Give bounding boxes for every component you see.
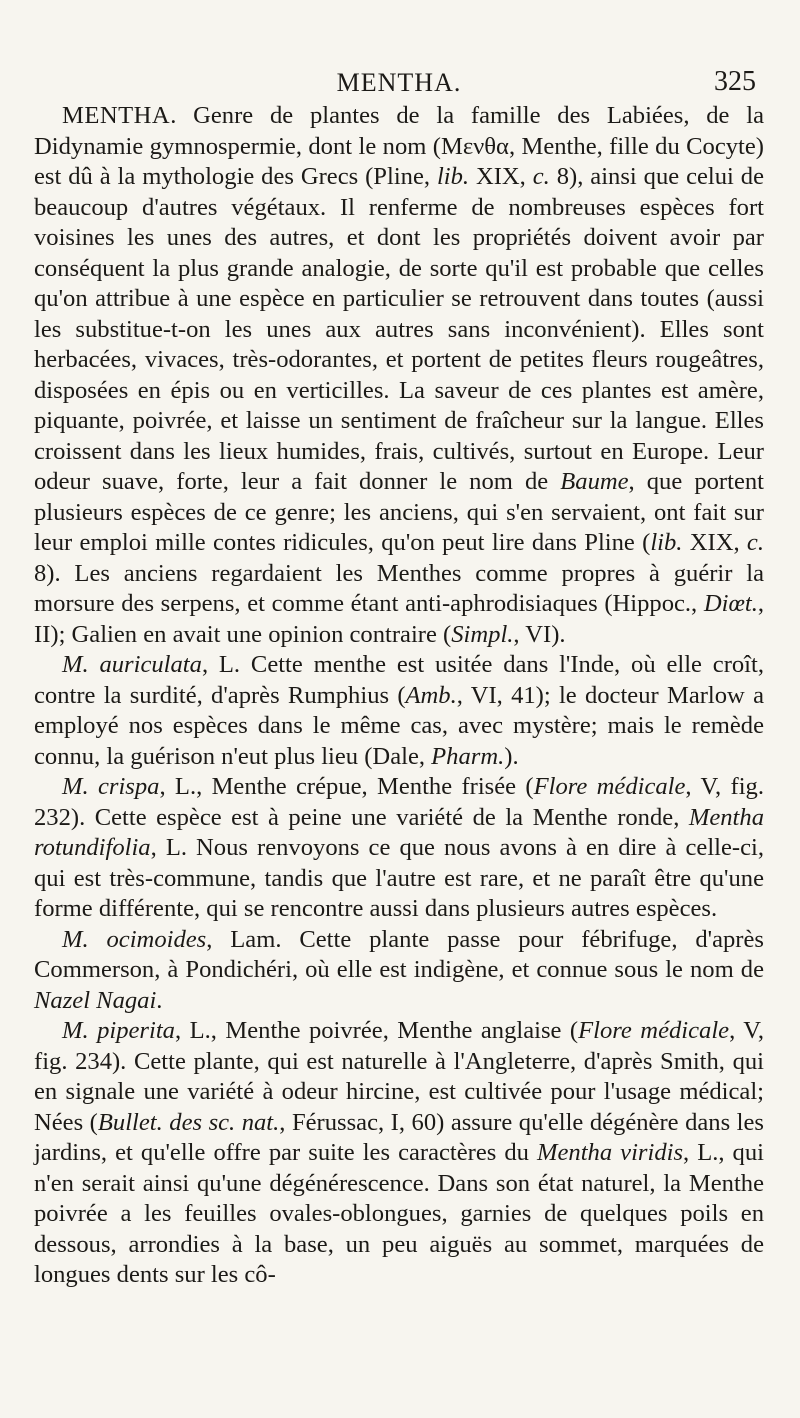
italic-text: lib. bbox=[436, 163, 470, 190]
italic-text: lib. bbox=[650, 529, 683, 556]
italic-text: Bullet. des sc. nat. bbox=[97, 1108, 280, 1136]
italic-text: Baume bbox=[560, 468, 629, 495]
italic-text: M. piperita bbox=[62, 1017, 175, 1044]
text-run: , L., Menthe poivrée, Menthe anglaise ( bbox=[174, 1017, 579, 1044]
italic-text: Mentha viridis bbox=[537, 1139, 684, 1166]
text-run: . bbox=[156, 986, 163, 1014]
paragraph bbox=[34, 650, 764, 772]
text-run: 8). Les anciens regardaient les Menthes comme propres à guérir la morsure des serpens, et comme étant anti-aphrodisiaques (Hippoc., bbox=[34, 559, 764, 617]
text-run: ). bbox=[504, 742, 519, 770]
text-run: , L., qui n'en serait ainsi qu'une dégénérescence. Dans son état naturel, la Menthe poivrée a les feuilles ovales-oblongues, garnies de quelques poils en dessous, arrondies à la base, un peu aiguës au sommet, marquées de longues dents sur les cô- bbox=[34, 1139, 764, 1288]
text-run: , Lam. Cette plante passe pour fébrifuge, d'après Commerson, à Pondichéri, où elle est indigène, et connue sous le nom de bbox=[34, 925, 764, 983]
text-run: MENTHA bbox=[62, 102, 171, 129]
text-run: , VI, 41); le docteur Marlow a employé nos espèces dans le même cas, avec mystère; mais le remède connu, la guérison n'eut plus lieu (Dale, bbox=[34, 681, 764, 770]
text-run: , VI). bbox=[513, 620, 566, 648]
text-run: , II); Galien en avait une opinion contraire ( bbox=[34, 590, 764, 648]
text-run: , V, fig. 234). Cette plante, qui est naturelle à l'Angleterre, d'après Smith, qui en signale une variété à odeur hircine, est cultivée pour l'usage médical; Nées ( bbox=[34, 1017, 764, 1136]
text-run: XIX, bbox=[682, 529, 747, 556]
italic-text: Pharm. bbox=[431, 742, 505, 770]
text-run: , que portent plusieurs espèces de ce genre; les anciens, qui s'en servaient, ont fait sur leur emploi mille contes ridicules, qu'on peut lire dans Pline ( bbox=[34, 468, 764, 556]
italic-text: Flore médicale bbox=[533, 773, 686, 800]
text-run: , L. Cette menthe est usitée dans l'Inde, où elle croît, contre la surdité, d'après Rumphius ( bbox=[34, 651, 764, 709]
text-run: , L., Menthe crépue, Menthe frisée ( bbox=[159, 773, 534, 800]
text-run: , L. Nous renvoyons ce que nous avons à en dire à celle-ci, qui est très-commune, tandis que l'autre est rare, et ne paraît être qu'une forme différente, qui se rencontre aussi dans plusieurs autres espèces. bbox=[34, 834, 764, 922]
paragraph bbox=[34, 772, 764, 925]
italic-text: c. bbox=[746, 529, 764, 556]
italic-text: Mentha rotundifolia bbox=[34, 803, 764, 861]
paragraph bbox=[34, 1016, 764, 1291]
italic-text: Nazel Nagai bbox=[34, 986, 157, 1014]
italic-text: M. ocimoides bbox=[62, 925, 207, 953]
italic-text: c. bbox=[532, 163, 550, 190]
text-run: . Genre de plantes de la famille des Labiées, de la Didynamie gymnospermie, dont le nom (Μενθα, Menthe, fille du Cocyte) est dû à la mythologie des Grecs (Pline, bbox=[34, 102, 764, 190]
page-body bbox=[34, 101, 764, 1291]
italic-text: Flore médicale bbox=[578, 1017, 730, 1044]
italic-text: Simpl. bbox=[451, 620, 514, 648]
text-run: , Férussac, I, 60) assure qu'elle dégénère dans les jardins, et qu'elle offre par suite les caractères du bbox=[34, 1108, 764, 1166]
italic-text: Diœt. bbox=[703, 590, 758, 617]
text-run: , V, fig. 232). Cette espèce est à peine une variété de la Menthe ronde, bbox=[34, 773, 764, 831]
paragraph bbox=[34, 101, 764, 650]
text-run: 8), ainsi que celui de beaucoup d'autres végétaux. Il renferme de nombreuses espèces fort voisines les unes des autres, et dont les propriétés doivent avoir par conséquent la plus grande analogie, de sorte qu'il est probable que celles qu'on attribue à une espèce en particulier se retrouvent dans toutes (aussi les substitue-t-on les unes aux autres sans inconvénient). Elles sont herbacées, vivaces, très-odorantes, et portent de petites fleurs rougeâtres, disposées en épis ou en verticilles. La saveur de ces plantes est amère, piquante, poivrée, et laisse un sentiment de fraîcheur sur la langue. Elles croissent dans les lieux humides, frais, cultivés, surtout en Europe. Leur odeur suave, forte, leur a fait donner le nom de bbox=[34, 163, 764, 495]
italic-text: Amb. bbox=[405, 681, 457, 709]
page-header bbox=[34, 66, 764, 106]
paragraph bbox=[34, 925, 764, 1017]
italic-text: M. auriculata bbox=[62, 651, 202, 678]
running-head: MENTHA. bbox=[336, 68, 462, 97]
text-run: XIX, bbox=[469, 163, 533, 190]
page-number: 325 bbox=[714, 66, 756, 97]
italic-text: M. crispa bbox=[62, 773, 160, 800]
